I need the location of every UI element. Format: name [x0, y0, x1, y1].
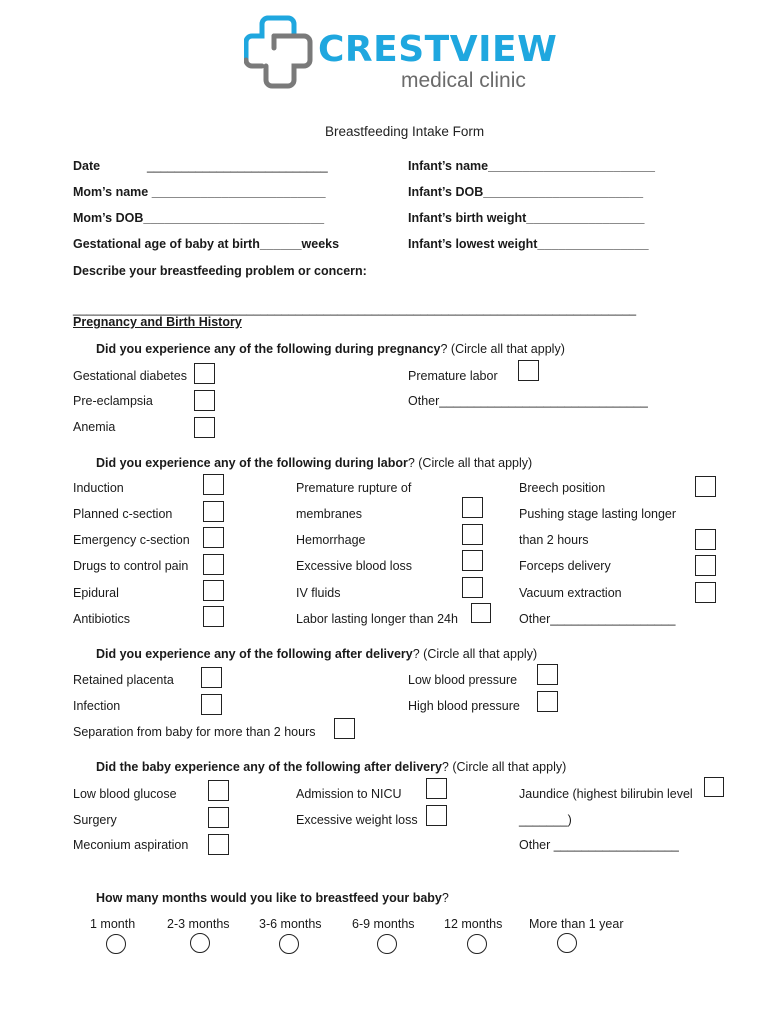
labor-question-text: Did you experience any of the following during labor — [96, 456, 408, 470]
excessive-blood-loss-checkbox[interactable] — [462, 550, 483, 571]
labor-question-hint: ? (Circle all that apply) — [407, 456, 533, 470]
hemorrhage-checkbox[interactable] — [462, 524, 483, 545]
labor-other-field[interactable]: Other__________________ — [519, 612, 676, 626]
labor-option-excessive-blood-loss: Excessive blood loss — [296, 559, 413, 573]
labor-option-membranes: membranes — [296, 507, 362, 521]
date-label: Date — [73, 159, 101, 173]
jaundice-checkbox[interactable] — [704, 777, 724, 797]
pregnancy-question-hint: ? (Circle all that apply) — [440, 342, 565, 356]
retained-placenta-label: Retained placenta — [73, 673, 174, 687]
labor-option-pushing-stage: Pushing stage lasting longer — [519, 507, 677, 521]
pregnancy-question-text: Did you experience any of the following during pregnancy — [96, 342, 441, 356]
labor-option-pushing-stage-cont: than 2 hours — [519, 533, 589, 547]
labor-option-induction: Induction — [73, 481, 124, 495]
infection-checkbox[interactable] — [201, 694, 222, 715]
gestational-diabetes-checkbox[interactable] — [194, 363, 215, 384]
pregnancy-question — [96, 343, 565, 356]
infant-dob-field[interactable]: Infant’s DOB_______________________ — [408, 185, 644, 199]
induction-checkbox[interactable] — [203, 474, 224, 495]
months-question-mark: ? — [441, 891, 449, 905]
nicu-label: Admission to NICU — [296, 787, 402, 801]
emergency-c-section-checkbox[interactable] — [203, 527, 224, 548]
mom-dob-field[interactable]: Mom’s DOB__________________________ — [73, 211, 325, 225]
labor-option-vacuum: Vacuum extraction — [519, 586, 622, 600]
jaundice-label: Jaundice (highest bilirubin level — [519, 787, 693, 801]
iv-fluids-checkbox[interactable] — [462, 577, 483, 598]
vacuum-checkbox[interactable] — [695, 582, 716, 603]
low-bp-label: Low blood pressure — [408, 673, 518, 687]
low-glucose-checkbox[interactable] — [208, 780, 229, 801]
bilirubin-field[interactable]: _______) — [519, 813, 572, 827]
labor-option-hemorrhage: Hemorrhage — [296, 533, 366, 547]
anemia-checkbox[interactable] — [194, 417, 215, 438]
months-option-2-3: 2-3 months — [167, 917, 230, 931]
anemia-label: Anemia — [73, 420, 116, 434]
antibiotics-checkbox[interactable] — [203, 606, 224, 627]
labor-option-epidural: Epidural — [73, 586, 119, 600]
after-delivery-question-hint: ? (Circle all that apply) — [412, 647, 538, 661]
months-question-text: How many months would you like to breastfeed your baby — [96, 891, 442, 905]
baby-question — [96, 761, 566, 774]
infant-lowest-weight-field[interactable]: Infant’s lowest weight________________ — [408, 237, 649, 251]
cross-logo-icon — [244, 14, 316, 90]
weight-loss-checkbox[interactable] — [426, 805, 447, 826]
labor-option-breech: Breech position — [519, 481, 606, 495]
labor-option-emergency-c-section: Emergency c-section — [73, 533, 190, 547]
months-option-3-6: 3-6 months — [259, 917, 322, 931]
labor-option-labor-24h: Labor lasting longer than 24h — [296, 612, 458, 626]
surgery-label: Surgery — [73, 813, 117, 827]
pushing-stage-checkbox[interactable] — [695, 529, 716, 550]
high-bp-label: High blood pressure — [408, 699, 520, 713]
premature-rupture-checkbox[interactable] — [462, 497, 483, 518]
infant-name-field[interactable]: Infant’s name________________________ — [408, 159, 655, 173]
meconium-checkbox[interactable] — [208, 834, 229, 855]
concern-field[interactable]: _________________________________________________________________________________ — [73, 302, 637, 316]
labor-option-premature-rupture: Premature rupture of — [296, 481, 412, 495]
high-bp-checkbox[interactable] — [537, 691, 558, 712]
concern-label: Describe your breastfeeding problem or concern: — [73, 264, 367, 278]
drugs-checkbox[interactable] — [203, 554, 224, 575]
logo-name: CRESTVIEW — [318, 29, 558, 70]
baby-question-text: Did the baby experience any of the following after delivery — [96, 760, 442, 774]
baby-question-hint: ? (Circle all that apply) — [441, 760, 567, 774]
months-radio-12[interactable] — [467, 934, 487, 954]
form-title: Breastfeeding Intake Form — [325, 124, 485, 139]
months-question — [96, 892, 449, 905]
months-option-more-than-1-year: More than 1 year — [529, 917, 624, 931]
labor-question — [96, 457, 532, 470]
surgery-checkbox[interactable] — [208, 807, 229, 828]
separation-label: Separation from baby for more than 2 hours — [73, 725, 316, 739]
clinic-logo — [244, 14, 558, 92]
months-radio-6-9[interactable] — [377, 934, 397, 954]
months-radio-3-6[interactable] — [279, 934, 299, 954]
planned-c-section-checkbox[interactable] — [203, 501, 224, 522]
months-option-6-9: 6-9 months — [352, 917, 415, 931]
low-glucose-label: Low blood glucose — [73, 787, 177, 801]
labor-option-planned-c-section: Planned c-section — [73, 507, 173, 521]
low-bp-checkbox[interactable] — [537, 664, 558, 685]
labor-24h-checkbox[interactable] — [471, 603, 491, 623]
labor-option-iv-fluids: IV fluids — [296, 586, 341, 600]
infection-label: Infection — [73, 699, 121, 713]
preeclampsia-checkbox[interactable] — [194, 390, 215, 411]
baby-other-field[interactable]: Other __________________ — [519, 838, 679, 852]
months-radio-more-than-1-year[interactable] — [557, 933, 577, 953]
premature-labor-checkbox[interactable] — [518, 360, 539, 381]
months-option-12: 12 months — [444, 917, 503, 931]
infant-birth-weight-field[interactable]: Infant’s birth weight_________________ — [408, 211, 645, 225]
date-field[interactable]: __________________________ — [147, 159, 328, 173]
epidural-checkbox[interactable] — [203, 580, 224, 601]
months-radio-1[interactable] — [106, 934, 126, 954]
meconium-label: Meconium aspiration — [73, 838, 189, 852]
labor-option-antibiotics: Antibiotics — [73, 612, 130, 626]
months-option-1: 1 month — [90, 917, 136, 931]
nicu-checkbox[interactable] — [426, 778, 447, 799]
retained-placenta-checkbox[interactable] — [201, 667, 222, 688]
premature-labor-label: Premature labor — [408, 369, 498, 383]
mom-name-field[interactable]: Mom’s name _________________________ — [73, 185, 326, 199]
gestational-age-field[interactable]: Gestational age of baby at birth______weeks — [73, 237, 340, 251]
separation-checkbox[interactable] — [334, 718, 355, 739]
pregnancy-other-field[interactable]: Other______________________________ — [408, 394, 648, 408]
after-delivery-question — [96, 648, 537, 661]
preeclampsia-label: Pre-eclampsia — [73, 394, 153, 408]
gestational-diabetes-label: Gestational diabetes — [73, 369, 187, 383]
pregnancy-heading: Pregnancy and Birth History — [73, 315, 242, 329]
labor-option-drugs: Drugs to control pain — [73, 559, 189, 573]
labor-option-forceps: Forceps delivery — [519, 559, 611, 573]
forceps-checkbox[interactable] — [695, 555, 716, 576]
weight-loss-label: Excessive weight loss — [296, 813, 418, 827]
after-delivery-question-text: Did you experience any of the following after delivery — [96, 647, 413, 661]
logo-subtitle: medical clinic — [401, 69, 526, 92]
breech-checkbox[interactable] — [695, 476, 716, 497]
months-radio-2-3[interactable] — [190, 933, 210, 953]
